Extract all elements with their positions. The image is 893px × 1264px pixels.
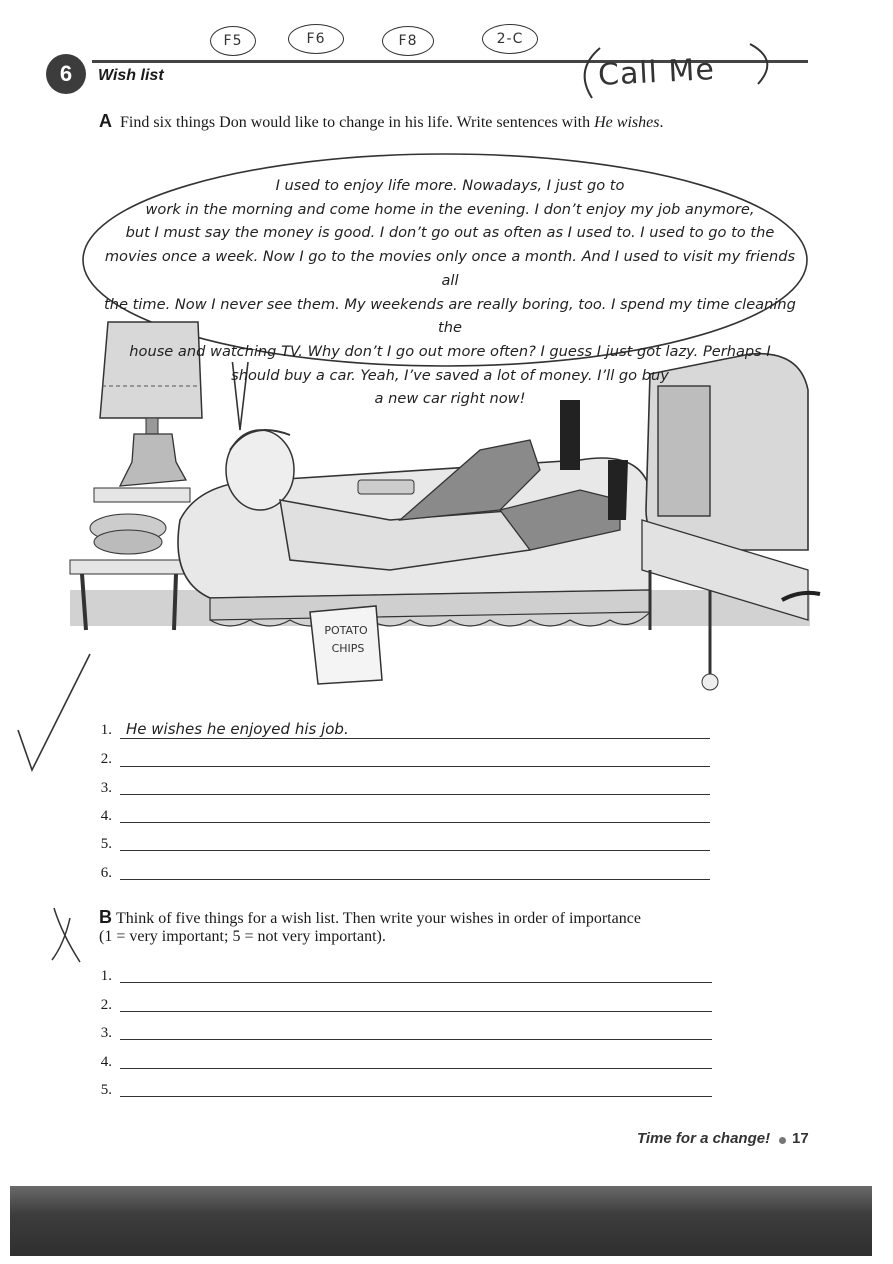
unit-title: Wish list [98, 67, 164, 84]
handwritten-circled-mark-2: F6 [288, 24, 344, 54]
footer-title: Time for a change! [637, 1130, 771, 1147]
answer-text: He wishes he enjoyed his job. [126, 720, 349, 738]
wish-number: 1. [100, 968, 112, 984]
footer-bullet-icon [779, 1137, 786, 1144]
section-a-letter: A [99, 111, 112, 131]
answer-line [120, 766, 710, 767]
answer-number: 3. [100, 780, 112, 796]
handwritten-circled-mark-1: F5 [210, 26, 256, 56]
instruction-emphasis: He wishes [594, 114, 660, 131]
section-b-instruction [99, 907, 641, 946]
handwritten-note: Call Me [597, 51, 716, 94]
answer-number: 5. [100, 836, 112, 852]
wish-line [120, 1011, 712, 1012]
remote-control-icon [358, 480, 414, 494]
scan-bottom-shadow [10, 1186, 872, 1256]
answer-number: 6. [100, 865, 112, 881]
checkmark-icon [10, 650, 100, 780]
speech-bubble-text: I used to enjoy life more. Nowadays, I just go to work in the morning and come home in the evening. I don’t enjoy my job anymore, but I must say the money is good. I don’t go out as often as I used to. I used to go to the movies once a week. Now I go to the movies only once a month. And I used to visit my friends all the time. Now I never see them. My weekends are really boring, too. I spend my time cleaning the house and watching TV. Why don’t I go out more often? I guess I just got lazy. Perhaps I should buy a car. Yeah, I’ve saved a lot of money. I’ll go buy a new car right now! [104, 177, 796, 408]
instruction-end: . [659, 114, 664, 131]
answer-line [120, 879, 710, 880]
wish-number: 2. [100, 997, 112, 1013]
section-b-letter: B [99, 907, 112, 927]
page-number: 17 [792, 1130, 809, 1147]
instruction-text-b1: Think of five things for a wish list. Then write your wishes in order of importance [116, 910, 641, 927]
wish-number: 4. [100, 1054, 112, 1070]
answer-line [120, 738, 710, 739]
answer-number: 4. [100, 808, 112, 824]
handwritten-circled-mark-4: 2-C [482, 24, 538, 54]
answer-number: 1. [100, 722, 112, 738]
svg-text:POTATO: POTATO [324, 624, 368, 637]
potato-chips-bag-icon [310, 606, 382, 684]
section-a-instruction [99, 111, 663, 132]
answer-number: 2. [100, 751, 112, 767]
answer-line [120, 822, 710, 823]
svg-text:CHIPS: CHIPS [331, 642, 365, 655]
wish-line [120, 1068, 712, 1069]
instruction-text-b2: (1 = very important; 5 = not very important). [99, 928, 386, 945]
answer-line [120, 850, 710, 851]
instruction-text-a: Find six things Don would like to change in his life. Write sentences with [120, 114, 595, 131]
wish-line [120, 1096, 712, 1097]
answer-line [120, 794, 710, 795]
wish-number: 3. [100, 1025, 112, 1041]
cross-mark-icon [44, 904, 94, 966]
wish-number: 5. [100, 1082, 112, 1098]
wish-line [120, 982, 712, 983]
handwritten-circled-mark-3: F8 [382, 26, 434, 56]
unit-number-badge: 6 [46, 54, 86, 94]
wish-line [120, 1039, 712, 1040]
